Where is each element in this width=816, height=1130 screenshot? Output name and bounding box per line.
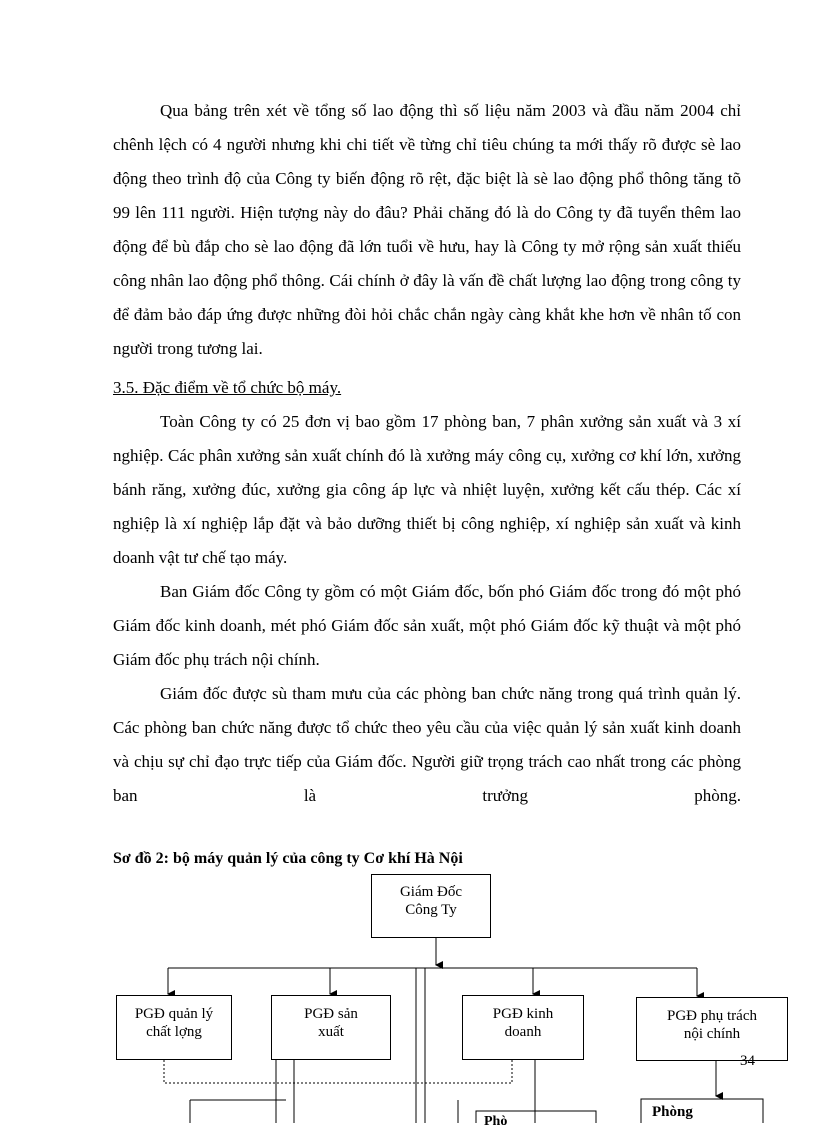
pgd-admin-box — [636, 997, 788, 1061]
dept-box-partial-label-2: Phò — [484, 1114, 508, 1129]
pgd-business-line2: doanh — [504, 1024, 542, 1040]
pgd-business-line1: PGĐ kinh — [492, 1006, 554, 1022]
paragraph-units: Toàn Công ty có 25 đơn vị bao gồm 17 phòng ban, 7 phân xưởng sản xuất và 3 xí nghiệp. Các phân xưởng sản xuất chính đó là xưởng máy công cụ, xưởng cơ khí lớn, xưởng bánh răng, xưởng đúc, xưởng gia công áp lực và nhiệt luyện, xưởng kết cấu thép. Các xí nghiệp là xí nghiệp lắp đặt và bảo dưỡng thiết bị công nghiệp, xí nghiệp sản xuất và kinh doanh vật tư chế tạo máy. — [113, 412, 741, 567]
pgd-production-box — [271, 995, 391, 1060]
paragraph-departments: Giám đốc được sù tham mưu của các phòng ban chức năng trong quá trình quản lý. Các phòng ban chức năng được tổ chức theo yêu cầu của việc quản lý sản xuất kinh doanh và chịu sự chỉ đạo trực tiếp của Giám đốc. Người giữ trọng trách cao nhất trong các phòng ban là trưởng phòng. — [113, 684, 741, 805]
pgd-quality-line2: chất lợng — [146, 1024, 202, 1040]
paragraph-board: Ban Giám đốc Công ty gồm có một Giám đốc, bốn phó Giám đốc trong đó một phó Giám đốc kinh doanh, mét phó Giám đốc sản xuất, một phó Giám đốc kỹ thuật và một phó Giám đốc phụ trách nội chính. — [113, 582, 741, 669]
pgd-quality-line1: PGĐ quản lý — [134, 1006, 214, 1022]
pgd-admin-line1: PGĐ phụ trách — [667, 1008, 757, 1024]
pgd-production-line2: xuất — [318, 1024, 344, 1040]
director-line1: Giám Đốc — [399, 884, 463, 900]
pgd-admin-line2: nội chính — [683, 1026, 741, 1042]
page-number: 34 — [740, 1053, 755, 1069]
figure-title: Sơ đồ 2: bộ máy quản lý của công ty Cơ khí Hà Nội — [113, 850, 463, 867]
dept-box-partial-label: Phòng — [652, 1104, 693, 1120]
pgd-quality-box — [116, 995, 232, 1060]
director-box — [371, 874, 491, 938]
director-line2: Công Ty — [405, 902, 457, 918]
pgd-business-box — [462, 995, 584, 1060]
section-heading: 3.5. Đặc điểm về tổ chức bộ máy. — [113, 378, 342, 397]
pgd-production-line1: PGĐ sản — [304, 1006, 358, 1022]
paragraph-labor-analysis: Qua bảng trên xét về tổng số lao động thì số liệu năm 2003 và đầu năm 2004 chỉ chênh lệch có 4 người nhưng khi chi tiết về từng chỉ tiêu chúng ta mới thấy rõ được sè lao động theo trình độ của Công ty biến động rõ rệt, đặc biệt là sè lao động phổ thông tăng tõ 99 lên 111 người. Hiện tượng này do đâu? Phải chăng đó là do Công ty đã tuyển thêm lao động để bù đắp cho sè lao động đã lớn tuổi về hưu, hay là Công ty mở rộng sản xuất thiếu công nhân lao động phổ thông. Cái chính ở đây là vấn đề chất lượng lao động trong công ty để đảm bảo đáp ứng được những đòi hỏi chắc chắn ngày càng khắt khe hơn về nhân tố con người trong tương lai. — [113, 101, 741, 358]
